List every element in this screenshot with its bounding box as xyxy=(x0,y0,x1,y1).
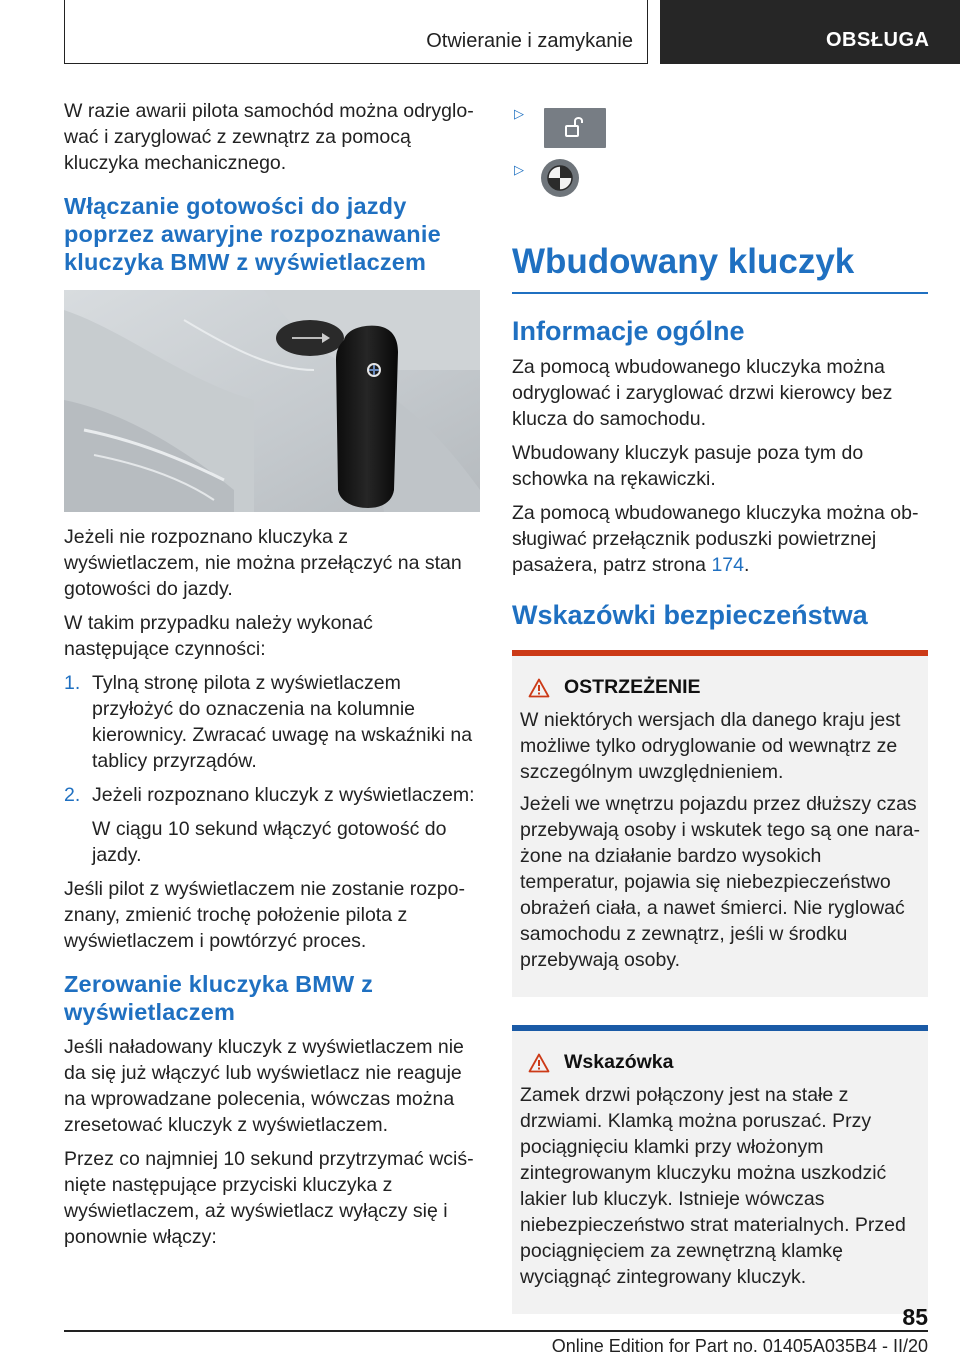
airbag-text: Za pomocą wbudowanego kluczyka można obsługiwać przełącznik poduszki powietrznej pasażera, patrz strona xyxy=(512,502,919,576)
warning-paragraph: W niektórych wersjach dla danego kraju jest możliwe tylko odryglowanie od wewnątrz ze szczególnym uwzględnieniem. xyxy=(520,709,901,783)
heading-reset-key: Zerowanie kluczyka BMW z wyświetlaczem xyxy=(64,971,374,1025)
warning-triangle-icon xyxy=(528,1053,550,1073)
chapter-tab xyxy=(64,0,648,64)
airbag-text-end: . xyxy=(743,554,750,576)
step-number: 2. xyxy=(64,784,81,806)
key-steering-column-photo xyxy=(64,290,480,512)
warning-triangle-icon xyxy=(528,678,550,698)
step-text: Tylną stronę pilota z wyświetlaczem przyłożyć do oznaczenia na kolumnie kierownicy. Zwracać uwagę na wskaźniki na tablicy przyrządów. xyxy=(92,672,473,772)
page-link[interactable]: 174 xyxy=(711,554,744,576)
step-subtext: W ciągu 10 sekund włączyć gotowość do jazdy. xyxy=(92,818,447,866)
heading-safety-notes: Wskazówki bezpieczeństwa xyxy=(512,600,868,630)
key-button-row xyxy=(512,158,928,202)
note-box xyxy=(512,1025,928,1314)
list-item xyxy=(64,782,480,808)
warning-title: OSTRZEŻENIE xyxy=(564,676,701,698)
main-heading: Wbudowany kluczyk xyxy=(512,240,928,294)
key-button-row xyxy=(512,98,928,158)
step-text: Jeżeli rozpoznano kluczyk z wyświetlaczem: xyxy=(92,784,475,806)
intro-paragraph: W razie awarii pilota samochód można odryglować i zaryglować z zewnątrz za pomocą kluczyka mechanicznego. xyxy=(64,100,474,174)
page-header xyxy=(0,0,960,66)
note-title: Wskazówka xyxy=(564,1051,674,1073)
left-column xyxy=(64,98,480,1258)
paragraph-reset-condition: Jeśli naładowany kluczyk z wyświetlaczem nie da się już włączyć lub wyświetlacz nie reaguje na wprowadzane polecenia, wówczas można zresetować kluczyk z wyświetlaczem. xyxy=(64,1036,464,1136)
warning-box xyxy=(512,650,928,997)
steps-list xyxy=(64,670,480,868)
section-label: OBSŁUGA xyxy=(826,29,930,51)
paragraph-glovebox: Wbudowany kluczyk pasuje poza tym do schowka na rękawiczki. xyxy=(512,442,864,490)
paragraph-airbag-switch xyxy=(512,500,928,578)
step-number: 1. xyxy=(64,672,81,694)
section-tab xyxy=(660,0,960,64)
paragraph-integrated-key: Za pomocą wbudowanego kluczyka można odryglować i zaryglować drzwi kierowcy bez klucza do samochodu. xyxy=(512,356,893,430)
list-item-continuation xyxy=(64,816,480,868)
footer-divider xyxy=(64,1330,928,1332)
paragraph-do-steps: W takim przypadku należy wykonać następujące czynności: xyxy=(64,612,373,660)
warning-header xyxy=(520,676,920,699)
unlock-button-icon xyxy=(544,108,606,148)
paragraph-retry: Jeśli pilot z wyświetlaczem nie zostanie rozpoznany, zmienić trochę położenie pilota z wyświetlaczem i powtórzyć proces. xyxy=(64,878,465,952)
note-header xyxy=(520,1051,920,1074)
paragraph-reset-procedure: Przez co najmniej 10 sekund przytrzymać wciśnięte następujące przyciski kluczyka z wyświetlaczem, aż wyświetlacz wyłączy się i ponownie włączy: xyxy=(64,1148,474,1248)
warning-paragraph: Jeżeli we wnętrzu pojazdu przez dłuższy czas przebywają osoby i wskutek tego są one narażone na działanie bardzo wysokich temperatur, pojawia się niebezpieczeństwo obrażeń ciała, a nawet śmierci. Nie ryglować samochodu z zewnątrz, jeśli w środku przebywają osoby. xyxy=(520,793,920,971)
page-number: 85 xyxy=(902,1304,928,1330)
chapter-title: Otwieranie i zamykanie xyxy=(426,30,633,52)
heading-general-info: Informacje ogólne xyxy=(512,316,745,346)
edition-text: Online Edition for Part no. 01405A035B4 - II/20 xyxy=(551,1336,928,1356)
bmw-logo-icon xyxy=(540,158,580,198)
right-column xyxy=(512,98,928,1314)
heading-emergency-detection: Włączanie gotowości do jazdy poprzez awaryjne rozpoznawanie kluczyka BMW z wyświetlaczem xyxy=(64,193,441,275)
note-paragraph: Zamek drzwi połączony jest na stałe z drzwiami. Klamką można poruszać. Przy pociągnięciu klamki przy włożonym zintegrowanym kluczyku można uszkodzić lakier lub kluczyk. Istnieje wówczas niebezpieczeństwo strat materialnych. Przed pociągnięciem za zewnętrzną klamkę wyciągnąć zintegrowany kluczyk. xyxy=(520,1084,906,1288)
list-item xyxy=(64,670,480,774)
paragraph-not-recognized: Jeżeli nie rozpoznano kluczyka z wyświetlaczem, nie można przełączyć na stan gotowości do jazdy. xyxy=(64,526,462,600)
bullet-marker: ▷ xyxy=(514,106,524,121)
bullet-marker: ▷ xyxy=(514,162,524,177)
